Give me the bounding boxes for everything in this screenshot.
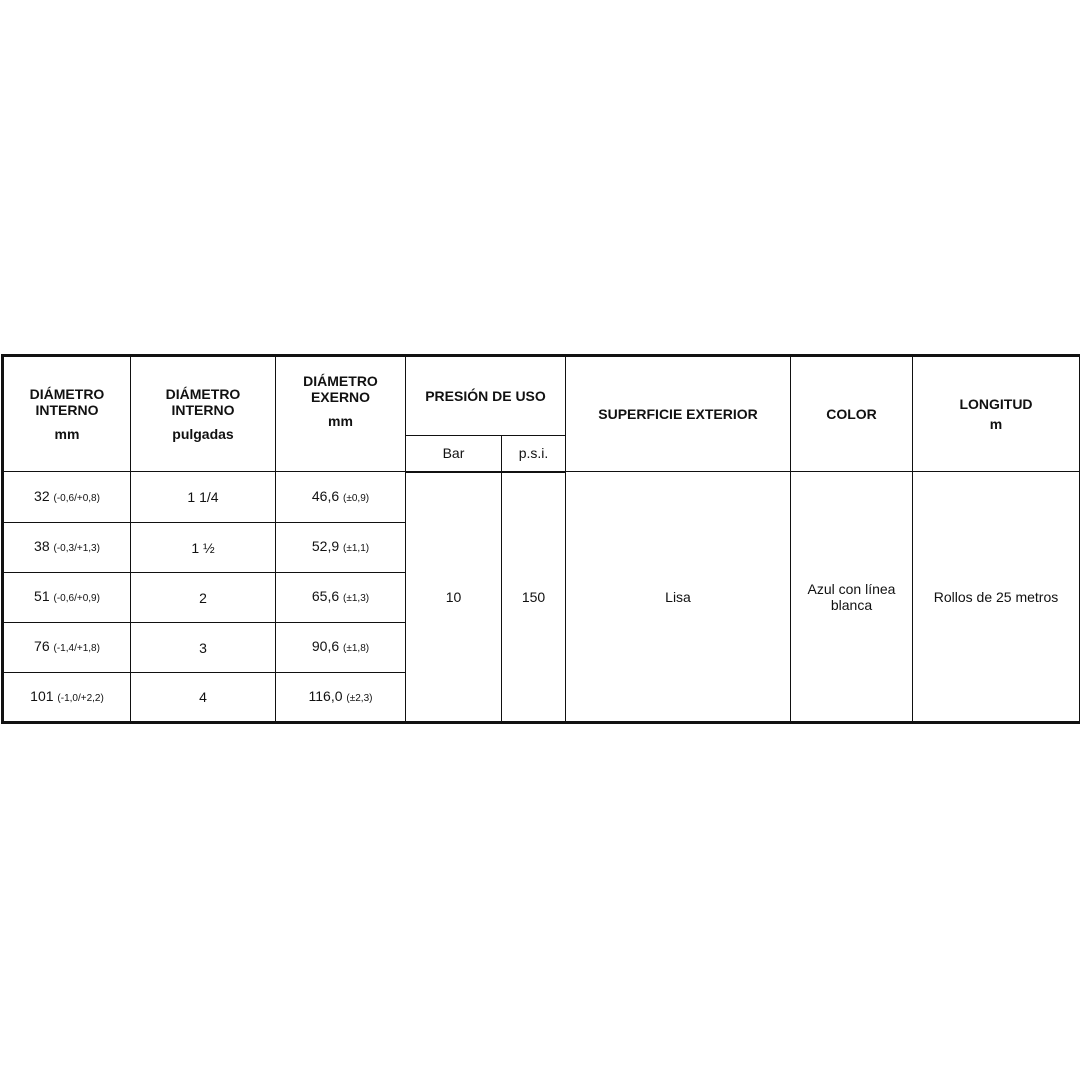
header-row-top [3, 356, 1080, 436]
cell-diametro-interno-mm [3, 673, 131, 723]
cell-diametro-externo-mm [276, 573, 406, 623]
tolerance: (-1,0/+2,2) [57, 692, 104, 704]
tolerance: (-0,3/+1,3) [53, 543, 100, 554]
tolerance: (-0,6/+0,8) [53, 492, 100, 504]
cell-diametro-externo-mm [276, 523, 406, 573]
cell-diametro-externo-mm [276, 673, 406, 723]
header-bar: Bar [406, 436, 502, 472]
value: 51 [34, 588, 50, 604]
header-diametro-interno-mm [3, 356, 131, 472]
cell-diametro-interno-mm [3, 573, 131, 623]
cell-diametro-interno-mm [3, 472, 131, 523]
tolerance: (±1,3) [343, 593, 370, 604]
tolerance: (-1,4/+1,8) [53, 643, 100, 654]
cell-color: Azul con línea blanca [791, 472, 913, 723]
cell-diametro-interno-pulgadas: 1 1/4 [131, 472, 276, 523]
header-psi: p.s.i. [502, 436, 566, 472]
header-unit: m [989, 416, 1003, 432]
value: 90,6 [311, 638, 340, 654]
cell-diametro-interno-mm [3, 523, 131, 573]
header-diametro-externo-mm [276, 356, 406, 472]
tolerance: (-0,6/+0,9) [53, 593, 100, 604]
tolerance: (±0,9) [343, 492, 370, 504]
cell-presion-psi: 150 [502, 472, 566, 723]
header-text: INTERNO [171, 402, 235, 418]
cell-diametro-interno-pulgadas: 4 [131, 673, 276, 723]
header-superficie-exterior: SUPERFICIE EXTERIOR [566, 356, 791, 472]
header-color: COLOR [791, 356, 913, 472]
hose-spec-table [1, 354, 1080, 724]
cell-diametro-interno-pulgadas: 2 [131, 573, 276, 623]
header-text: LONGITUD [959, 396, 1033, 412]
value: 65,6 [311, 588, 340, 604]
header-text: DIÁMETRO [29, 386, 105, 402]
header-diametro-interno-pulgadas [131, 356, 276, 472]
cell-longitud: Rollos de 25 metros [913, 472, 1080, 723]
cell-diametro-externo-mm [276, 623, 406, 673]
header-unit: mm [54, 426, 80, 442]
cell-presion-bar: 10 [406, 472, 502, 723]
header-text: EXERNO [310, 389, 371, 405]
header-unit: pulgadas [172, 426, 234, 442]
value: 52,9 [311, 538, 340, 554]
header-longitud [913, 356, 1080, 472]
header-text: DIÁMETRO [165, 386, 241, 402]
table-row [3, 472, 1080, 523]
cell-diametro-interno-pulgadas: 1 ½ [131, 523, 276, 573]
header-text: INTERNO [35, 402, 99, 418]
tolerance: (±2,3) [346, 692, 373, 704]
header-unit: mm [328, 413, 353, 429]
value: 76 [34, 638, 50, 654]
value: 101 [30, 687, 54, 704]
header-text: DIÁMETRO [303, 373, 378, 389]
cell-diametro-externo-mm [276, 472, 406, 523]
cell-diametro-interno-pulgadas: 3 [131, 623, 276, 673]
tolerance: (±1,1) [343, 543, 370, 554]
value: 38 [34, 538, 50, 554]
header-presion-de-uso: PRESIÓN DE USO [406, 356, 566, 436]
cell-superficie: Lisa [566, 472, 791, 723]
tolerance: (±1,8) [343, 643, 370, 654]
value: 32 [34, 487, 50, 504]
value: 46,6 [311, 487, 340, 504]
cell-diametro-interno-mm [3, 623, 131, 673]
value: 116,0 [308, 687, 343, 704]
